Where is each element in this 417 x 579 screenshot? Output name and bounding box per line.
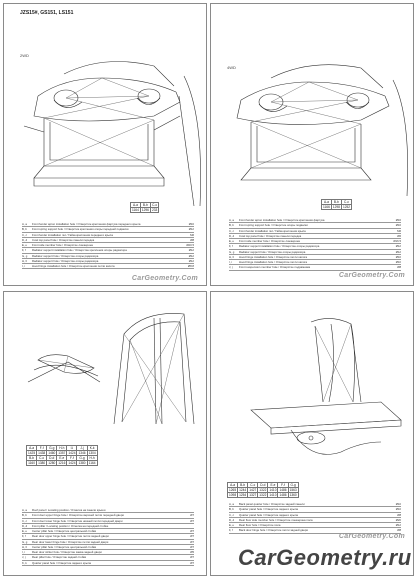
dim-header: E-e (57, 456, 67, 461)
front-body-diagram (4, 56, 208, 226)
page-watermark: CarGeometry.Com (338, 272, 405, 279)
dimension-table (321, 199, 352, 210)
dim-value: 1098 (229, 493, 237, 497)
dim-value: 1380 (38, 461, 46, 465)
front-body-diagram (211, 56, 415, 206)
dimension-table (130, 202, 159, 213)
dim-value: 1438 (38, 451, 46, 455)
legend-row: J, j Rear pillar hole / Отверстие задней стойки Ø7 (22, 555, 194, 560)
legend-table (22, 222, 194, 269)
legend-row: F, f Rear door upper hinge hole / Отверстие петли задней двери Ø7 (22, 534, 194, 539)
dim-value: 1244 (239, 488, 247, 492)
legend-row: A, a Roof panel / Locating position / Отметка на панели крыши (22, 508, 194, 513)
legend-row: H, h Hood hinge installation hole / Отверстие петли капота Ø10 (229, 254, 401, 259)
dim-value: 1427 (249, 488, 257, 492)
legend-row: A, a Front fender apron installation hole / Отверстие крепления фартука Ø16 (229, 218, 401, 222)
dim-value: 1280 (48, 461, 56, 465)
dim-value: 1360 (289, 493, 297, 497)
dim-value: 1424 (68, 461, 76, 465)
legend-row: E, e Rear floor hole / Отверстие пола Ø12 (229, 523, 401, 527)
legend-row: B, b Front spring support hole / Отверстие опоры подвески Ø16 (229, 223, 401, 228)
dim-header: B-b (27, 456, 37, 461)
dim-value: 1410 (269, 493, 277, 497)
dim-value: 1460 (48, 451, 56, 455)
manual-page-front-4wd (210, 3, 414, 286)
dim-header: E-e (268, 483, 278, 488)
dim-value: 1424 (68, 451, 76, 455)
page-watermark: CarGeometry.Com (338, 533, 405, 540)
dim-value: 1346 (78, 451, 86, 455)
dim-header: A-a (322, 200, 332, 205)
brand-watermark: CarGeometry.ru (238, 545, 412, 570)
legend-row: H, h Radiator support hole / Отверстие опоры радиатора Ø12 (22, 258, 194, 263)
roof-diagram (8, 310, 108, 400)
dim-header: F-f (67, 456, 77, 461)
manual-page-rear-body (210, 291, 414, 576)
legend-row: G, g Radiator support hole / Отверстие опоры радиатора Ø12 (22, 253, 194, 258)
dim-value: 1380 (78, 461, 86, 465)
legend-row: E, e Front side member hole / Отверстие лонжерона Ø20.5 (22, 243, 194, 247)
legend-row: G, g Radiator support hole / Отверстие опоры радиатора Ø12 (229, 249, 401, 254)
dim-value: 1252 (342, 205, 351, 209)
legend-table (22, 508, 194, 566)
page-header: JZS15#, GS151, LS151 (20, 10, 74, 16)
dim-value: 1164 (132, 208, 139, 212)
legend-row: C, c Quarter panel hole / Отверстие заднего крыла Ø8 (229, 512, 401, 517)
dim-value: 1486 (279, 493, 287, 497)
rear-body-diagram (211, 302, 415, 477)
legend-row: D, d Cowl top panel hole / Отверстие панели передка Ø6 (229, 233, 401, 238)
diagram-label: 2WD (20, 53, 29, 58)
dim-header: A-a (131, 203, 141, 208)
diagram-label: 4WD (227, 65, 236, 70)
dim-value: 1304 (88, 451, 96, 455)
dim-value: 1164 (88, 461, 96, 465)
legend-row: I, i Hood hinge installation hole / Отверстие петли капота Ø10 (229, 260, 401, 264)
dim-header: B-b (238, 483, 248, 488)
legend-row: F, f Radiator support installation hole / Отверстие опоры радиатора Ø12 (229, 244, 401, 249)
dim-header: A-a (228, 483, 238, 488)
dim-value: 1216 (58, 461, 66, 465)
dim-value: 1265 (229, 488, 237, 492)
legend-table (229, 502, 401, 534)
side-pillar-diagram (104, 304, 204, 444)
dimension-table (26, 445, 98, 466)
dim-value: 1357 (58, 451, 66, 455)
dim-value: 1296 (141, 208, 149, 212)
legend-row: I, i Rear door striker hole / Отверстие замка задней двери Ø5 (22, 550, 194, 554)
legend-row: B, b Front door upper hinge hole / Отверстие верхней петли передней двери Ø7 (22, 513, 194, 518)
dim-header: G-g (77, 456, 87, 461)
dim-header: F-f (278, 483, 288, 488)
legend-row: H, h Center pillar hole / Отверстие центральной стойки Ø7 (22, 544, 194, 549)
legend-row: E, e Front side member hole / Отверстие лонжерона Ø16.5 (229, 239, 401, 243)
dim-header: G-g (47, 446, 57, 451)
legend-row: J, j Front suspension member hole / Отверстие подрамника Ø8 (229, 265, 401, 270)
legend-row: F, f Back door hinge hole / Отверстие петли задней двери Ø8 (229, 528, 401, 533)
dim-header: C-c (248, 483, 258, 488)
dim-header: D-d (258, 483, 268, 488)
dim-header: I-i (67, 446, 77, 451)
legend-row: D, d Cowl top panel hole / Отверстие панели передка Ø8 (22, 237, 194, 242)
dimension-table (227, 482, 299, 498)
legend-row: C, c Front door lower hinge hole / Отверстие нижней петли передней двери Ø7 (22, 518, 194, 523)
manual-page-side-body (3, 291, 207, 576)
dim-header: H-h (57, 446, 67, 451)
dim-header: C-c (37, 456, 47, 461)
dim-value: 1254 (239, 493, 247, 497)
dim-header: G-g (288, 483, 298, 488)
legend-row: B, b Front spring support hole / Отверстие крепления опоры передней подвески Ø12 (22, 227, 194, 232)
dim-header: A-a (27, 446, 37, 451)
dim-header: F-f (37, 446, 47, 451)
dim-value: 1322 (259, 488, 267, 492)
dim-value: 1563 (289, 488, 297, 492)
dim-value: 1160 (28, 461, 35, 465)
legend-row: A, a Back panel quarter hole / Отверстие задней панели Ø10 (229, 502, 401, 506)
dim-value: 1166 (323, 205, 330, 209)
manual-page-front-2wd (3, 3, 207, 286)
dim-header: B-b (331, 200, 341, 205)
dim-value: 1298 (332, 205, 340, 209)
legend-row: C, c Front fender installation nut / Гайка крепления крыла M6 (229, 228, 401, 233)
dim-header: K-k (87, 446, 97, 451)
legend-row: E, e Center pillar hole / Отверстие центральной стойки Ø7 (22, 529, 194, 533)
dim-header: B-b (140, 203, 150, 208)
legend-row: K, k Quarter panel hole / Отверстие заднего крыла Ø7 (22, 560, 194, 565)
dim-value: 233 (151, 208, 158, 212)
page-watermark: CarGeometry.Com (131, 275, 198, 282)
legend-row: A, a Front fender apron installation hole / Отверстие крепления фартука переднего крыла Ø16 (22, 222, 194, 226)
dim-value: 1410 (269, 488, 277, 492)
dim-header: C-c (341, 200, 351, 205)
legend-row: D, d Rear floor side member hole / Отверстие лонжерона пола Ø20 (229, 517, 401, 522)
dim-header: D-d (47, 456, 57, 461)
dim-header: J-j (77, 446, 87, 451)
dim-header: C-c (152, 203, 158, 207)
legend-table (229, 218, 401, 271)
dim-value: 1425 (28, 451, 36, 455)
dim-value: 1486 (279, 488, 287, 492)
dim-value: 1327 (249, 493, 257, 497)
legend-row: G, g Rear door lower hinge hole / Отверстие петли задней двери Ø7 (22, 539, 194, 544)
legend-row: D, d Front pillar / Locating position / Отметка на передней стойке (22, 524, 194, 529)
legend-row: C, c Front fender installation nut / Гайка крепления переднего крыла M6 (22, 232, 194, 237)
dim-header: H-h (87, 456, 97, 461)
legend-row: I, i Hood hinge installation hole / Отверстие крепления петли капота Ø8.8 (22, 264, 194, 268)
legend-row: B, b Quarter panel hole / Отверстие заднего крыла Ø10 (229, 507, 401, 512)
legend-row: F, f Radiator support installation hole / Отверстие крепления опоры радиатора Ø12 (22, 248, 194, 253)
dim-value: 1322 (259, 493, 267, 497)
